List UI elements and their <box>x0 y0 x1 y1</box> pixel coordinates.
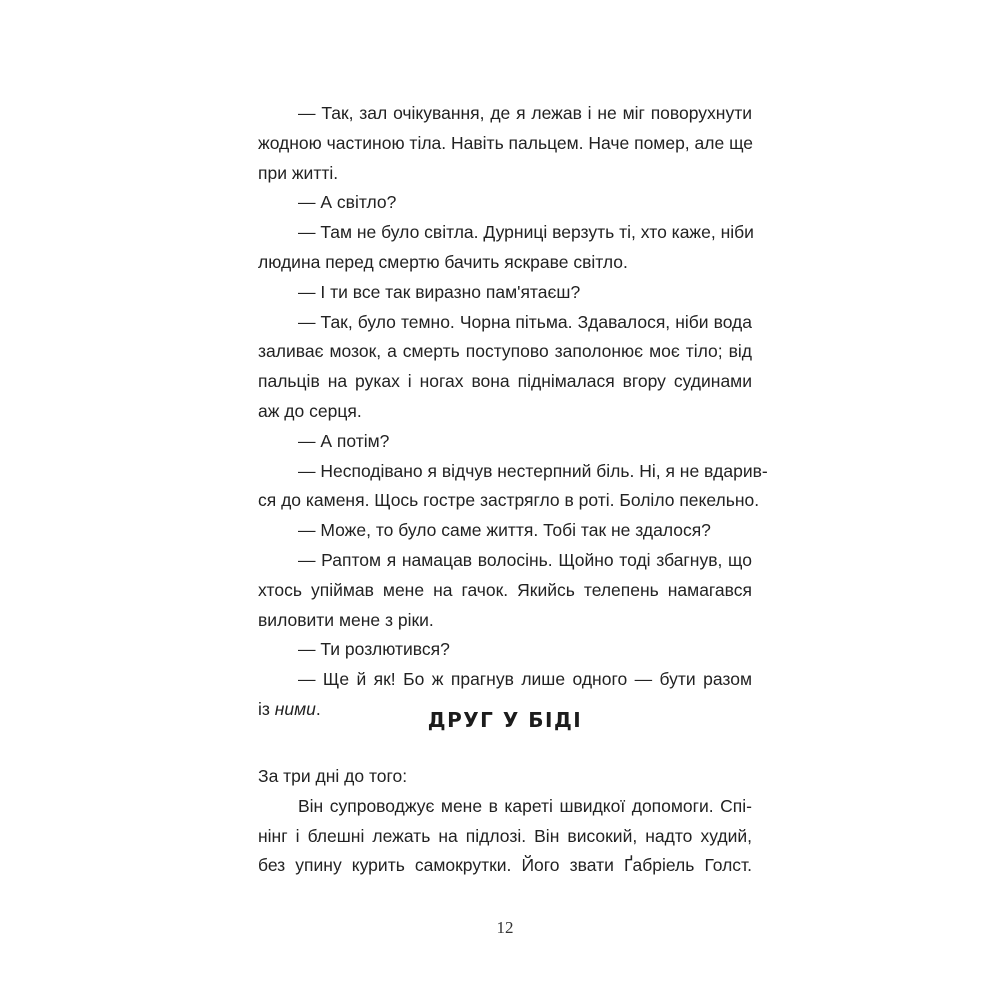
last-line-suffix: . <box>315 698 321 719</box>
text-line: — Так, було темно. Чорна пітьма. Здавалося, ніби вода <box>298 311 752 332</box>
text-line: — Раптом я намацав волосінь. Щойно тоді збагнув, що <box>298 549 752 570</box>
dialogue-text <box>258 99 768 725</box>
section-text <box>258 762 752 881</box>
text-line: без упину курить самокрутки. Його звати Ґабріель Голст. <box>258 855 752 876</box>
text-line: нінг і блешні лежать на підлозі. Він високий, надто худий, <box>258 825 752 846</box>
text-line: Він супроводжує мене в кареті швидкої допомоги. Спі- <box>298 795 752 816</box>
text-line: За три дні до того: <box>258 766 408 786</box>
text-line: заливає мозок, а смерть поступово заполонює моє тіло; від <box>258 341 752 362</box>
text-line: — Так, зал очікування, де я лежав і не міг поворухнути <box>298 103 752 123</box>
text-line: — Ще й як! Бо ж прагнув лише одного — бути разом <box>298 669 752 690</box>
text-line: — Може, то було саме життя. Тобі так не здалося? <box>298 520 711 541</box>
text-line: людина перед смертю бачить яскраве світло. <box>258 251 628 272</box>
page-number: 12 <box>496 918 514 937</box>
last-line-prefix: із <box>258 698 275 719</box>
text-line: — Там не було світла. Дурниці верзуть ті, хто каже, ніби <box>298 222 754 243</box>
text-line: — А світло? <box>298 192 397 213</box>
text-line: пальців на руках і ногах вона піднімалася вгору судинами <box>258 371 752 392</box>
text-line: — Несподівано я відчув нестерпний біль. Ні, я не вдарив- <box>298 460 768 481</box>
text-line: при житті. <box>258 162 339 183</box>
text-line: — Ти розлютився? <box>298 639 450 660</box>
text-line: — А потім? <box>298 430 390 451</box>
text-line: жодною частиною тіла. Навіть пальцем. Наче помер, але ще <box>258 132 753 153</box>
chapter-heading: ДРУГ У БІДІ <box>427 708 583 732</box>
text-line: ся до каменя. Щось гостре застрягло в роті. Боліло пекельно. <box>258 490 760 511</box>
text-line: аж до серця. <box>258 400 362 421</box>
text-line: хтось упіймав мене на гачок. Якийсь телепень намагався <box>258 579 752 600</box>
last-line-italic: ними <box>274 698 316 719</box>
dialogue-lines <box>258 99 768 695</box>
text-line: виловити мене з ріки. <box>258 609 434 630</box>
text-line: — І ти все так виразно пам'ятаєш? <box>298 281 581 302</box>
